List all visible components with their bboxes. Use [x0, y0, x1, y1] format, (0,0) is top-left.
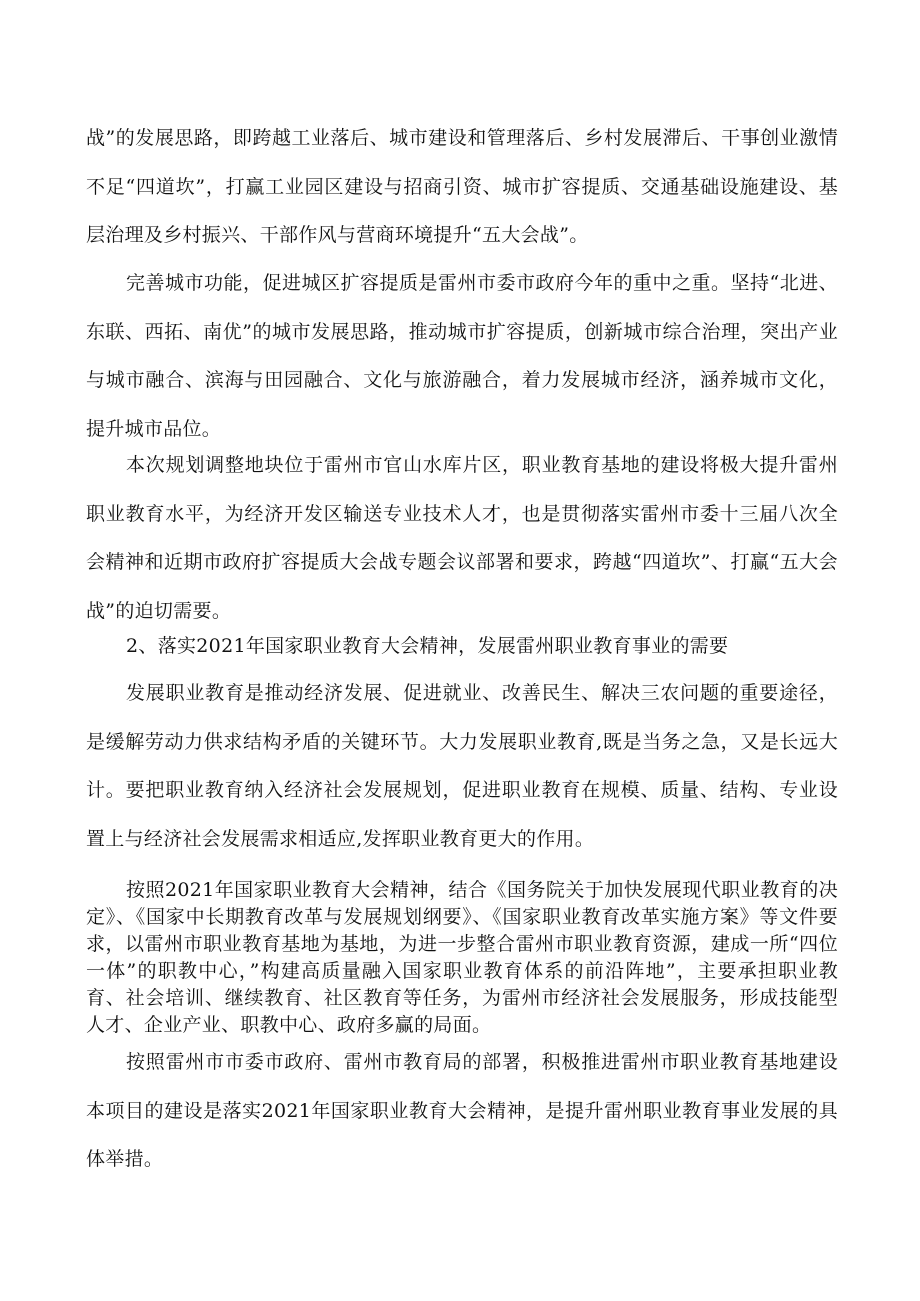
paragraph-develop-vocational-education: 发展职业教育是推动经济发展、促进就业、改善民生、解决三农问题的重要途径，是缓解劳动力供求结构矛盾的关键环节。大力发展职业教育,既是当务之急，又是长远大计。要把职业教育纳入经济社会发展规划，促进职业教育在规模、质量、结构、专业设置上与经济社会发展需求相适应,发挥职业教育更大的作用。	[86, 682, 838, 850]
paragraph-planning-site: 本次规划调整地块位于雷州市官山水库片区，职业教育基地的建设将极大提升雷州职业教育水平，为经济开发区输送专业技术人才，也是贯彻落实雷州市委十三届八次全会精神和近期市政府扩容提质大会战专题会议部署和要求，跨越“四道坎”、打赢“五大会战”的迫切需要。	[86, 454, 838, 622]
paragraph-project-measure: 按照雷州市市委市政府、雷州市教育局的部署，积极推进雷州市职业教育基地建设本项目的建设是落实2021年国家职业教育大会精神，是提升雷州职业教育事业发展的具体举措。	[86, 1051, 838, 1171]
paragraph-city-function: 完善城市功能，促进城区扩容提质是雷州市委市政府今年的重中之重。坚持“北进、东联、西拓、南优”的城市发展思路，推动城市扩容提质，创新城市综合治理，突出产业与城市融合、滨海与田园融合、文化与旅游融合，着力发展城市经济，涵养城市文化，提升城市品位。	[86, 272, 838, 440]
paragraph-national-conference: 按照2021年国家职业教育大会精神，结合《国务院关于加快发展现代职业教育的决定》、《国家中长期教育改革与发展规划纲要》、《国家职业教育改革实施方案》等文件要求，以雷州市职业教育基地为基地，为进一步整合雷州市职业教育资源，建成一所“四位一体”的职教中心，”构建高质量融入国家职业教育体系的前沿阵地”，主要承担职业教育、社会培训、继续教育、社区教育等任务，为雷州市经济社会发展服务，形成技能型人才、企业产业、职教中心、政府多赢的局面。	[86, 879, 838, 1036]
paragraph-four-obstacles: 战”的发展思路，即跨越工业落后、城市建设和管理落后、乡村发展滞后、干事创业激情不足“四道坎”，打赢工业园区建设与招商引资、城市扩容提质、交通基础设施建设、基层治理及乡村振兴、干部作风与营商环境提升“五大会战”。	[86, 127, 838, 247]
section-heading: 2、落实2021年国家职业教育大会精神，发展雷州职业教育事业的需要	[126, 635, 729, 657]
